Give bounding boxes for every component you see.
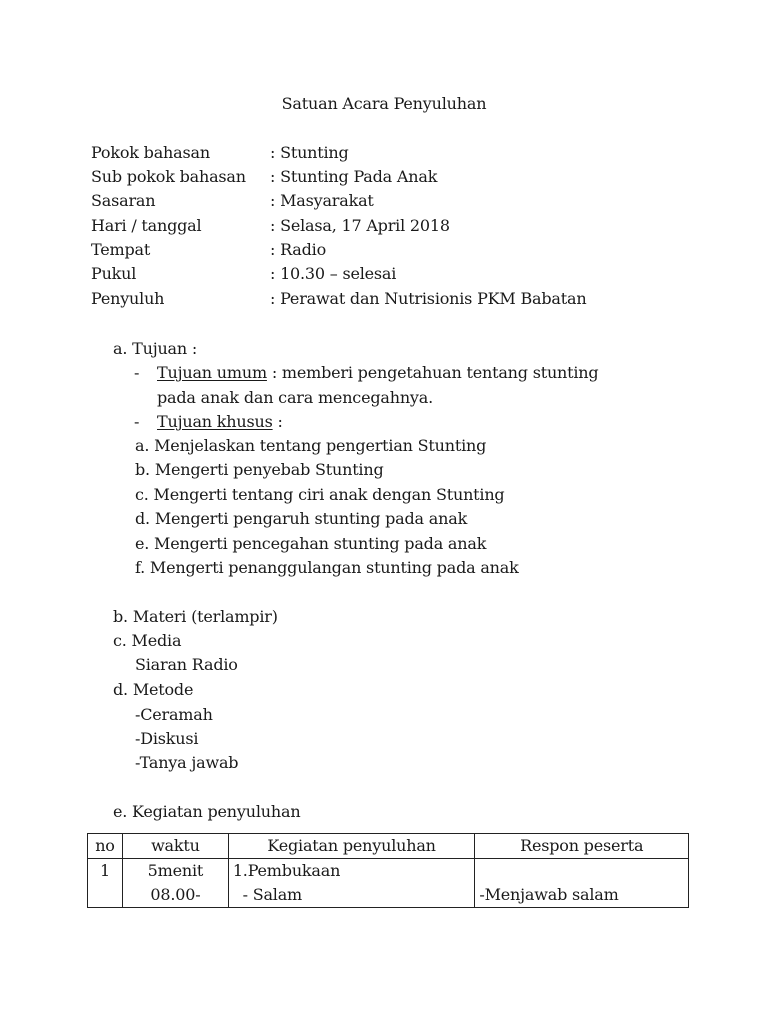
info-value: : Masyarakat xyxy=(270,191,374,210)
info-label: Sub pokok bahasan xyxy=(91,167,246,186)
cell-waktu-duration: 5menit xyxy=(147,861,204,880)
cell-waktu-time: 08.00- xyxy=(150,885,201,904)
table-row xyxy=(88,859,689,908)
tujuan-khusus xyxy=(157,412,283,432)
info-label: Pokok bahasan xyxy=(91,143,210,162)
cell-respon-line: -Menjawab salam xyxy=(479,885,619,904)
kegiatan-heading: e. Kegiatan penyuluhan xyxy=(113,802,301,821)
info-label: Pukul xyxy=(91,264,137,283)
info-value: : 10.30 – selesai xyxy=(270,264,397,283)
metode-heading: d. Metode xyxy=(113,680,194,699)
media-heading: c. Media xyxy=(113,631,182,650)
cell-respon xyxy=(475,859,689,908)
cell-kegiatan-line: 1.Pembukaan xyxy=(232,861,341,880)
info-value: : Stunting Pada Anak xyxy=(270,167,438,186)
tujuan-khusus-item: b. Mengerti penyebab Stunting xyxy=(135,460,384,479)
tujuan-umum-label: Tujuan umum xyxy=(157,363,267,382)
tujuan-khusus-item: d. Mengerti pengaruh stunting pada anak xyxy=(135,509,468,528)
info-value: : Radio xyxy=(270,240,327,259)
cell-no: 1 xyxy=(88,859,123,908)
document-title: Satuan Acara Penyuluhan xyxy=(281,94,487,113)
tujuan-umum xyxy=(157,363,598,383)
col-header-waktu: waktu xyxy=(122,834,228,859)
info-value: : Selasa, 17 April 2018 xyxy=(270,216,450,235)
cell-kegiatan xyxy=(228,859,475,908)
tujuan-heading: a. Tujuan : xyxy=(113,339,198,358)
bullet-dash: - xyxy=(134,363,140,382)
media-value: Siaran Radio xyxy=(135,655,238,674)
tujuan-khusus-item: e. Mengerti pencegahan stunting pada anak xyxy=(135,534,487,553)
metode-item: -Tanya jawab xyxy=(135,753,239,772)
tujuan-khusus-item: c. Mengerti tentang ciri anak dengan Stunting xyxy=(135,485,505,504)
tujuan-khusus-colon: : xyxy=(272,412,283,431)
tujuan-khusus-label: Tujuan khusus xyxy=(157,412,273,431)
info-label: Tempat xyxy=(91,240,151,259)
kegiatan-table xyxy=(87,833,689,908)
col-header-respon: Respon peserta xyxy=(475,834,689,859)
info-value: : Stunting xyxy=(270,143,349,162)
info-label: Hari / tanggal xyxy=(91,216,202,235)
cell-respon-line xyxy=(479,859,684,883)
info-label: Penyuluh xyxy=(91,289,165,308)
metode-item: -Ceramah xyxy=(135,705,213,724)
materi-heading: b. Materi (terlampir) xyxy=(113,607,278,626)
table-header-row xyxy=(88,834,689,859)
cell-kegiatan-line: - Salam xyxy=(232,885,303,904)
info-value: : Perawat dan Nutrisionis PKM Babatan xyxy=(270,289,587,308)
bullet-dash: - xyxy=(134,412,140,431)
tujuan-khusus-item: a. Menjelaskan tentang pengertian Stunting xyxy=(135,436,487,455)
col-header-no: no xyxy=(88,834,123,859)
info-label: Sasaran xyxy=(91,191,156,210)
col-header-kegiatan: Kegiatan penyuluhan xyxy=(228,834,475,859)
metode-item: -Diskusi xyxy=(135,729,199,748)
tujuan-khusus-item: f. Mengerti penanggulangan stunting pada anak xyxy=(135,558,519,577)
tujuan-umum-text-cont: pada anak dan cara mencegahnya. xyxy=(157,388,433,407)
cell-waktu xyxy=(122,859,228,908)
tujuan-umum-text: : memberi pengetahuan tentang stunting xyxy=(266,363,599,382)
